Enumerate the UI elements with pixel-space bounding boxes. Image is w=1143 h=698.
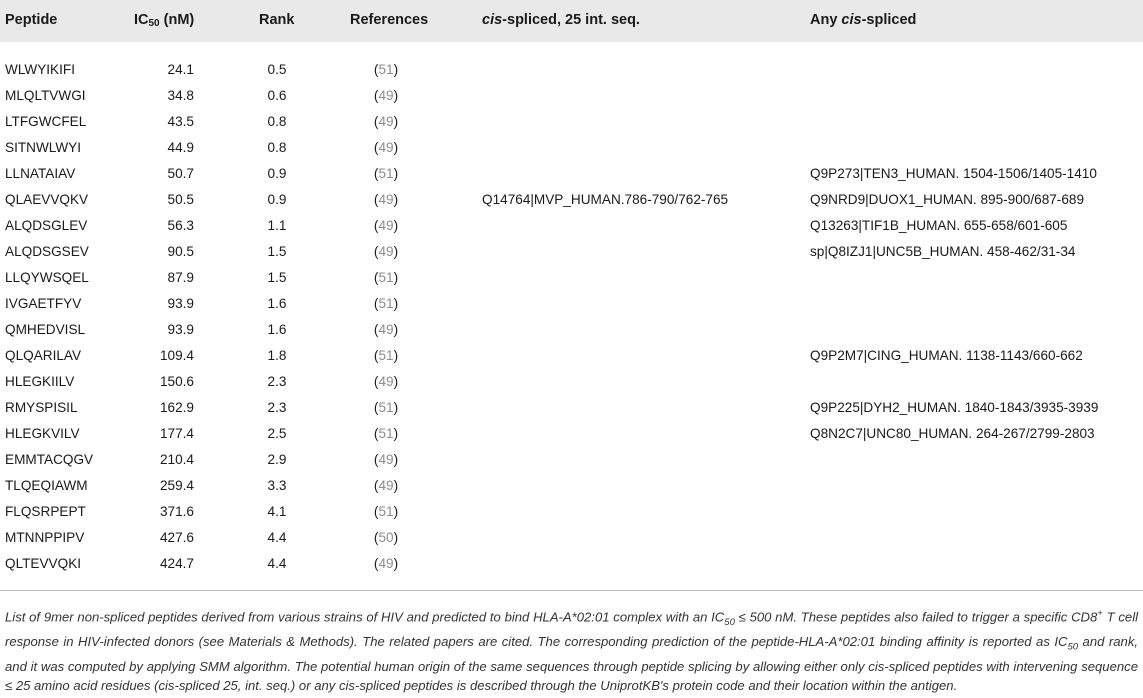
cell-any-cis-spliced: Q9P273|TEN3_HUMAN. 1504-1506/1405-1410 (810, 166, 1097, 181)
table-row (0, 60, 1143, 85)
cell-rank: 0.8 (267, 114, 287, 129)
cell-ic50: 177.4 (159, 426, 194, 441)
cell-reference: (51) (373, 504, 399, 519)
cell-rank: 0.5 (267, 62, 287, 77)
cell-peptide: TLQEQIAWM (5, 478, 88, 493)
cell-peptide: MLQLTVWGI (5, 88, 86, 103)
reference-link[interactable]: 49 (378, 218, 394, 233)
cell-peptide: ALQDSGSEV (5, 244, 89, 259)
cell-peptide: LLNATAIAV (5, 166, 76, 181)
cell-reference: (49) (373, 322, 399, 337)
cell-reference: (49) (373, 374, 399, 389)
cell-reference: (49) (373, 556, 399, 571)
cell-ic50: 93.9 (167, 322, 194, 337)
cell-reference: (49) (373, 478, 399, 493)
reference-link[interactable]: 49 (378, 556, 394, 571)
header-cis-spliced-25: cis-spliced, 25 int. seq. (482, 12, 640, 28)
header-ic50: $IC_{50}$ (nM) (134, 12, 195, 29)
cell-reference: (50) (373, 530, 399, 545)
cell-rank: 2.5 (267, 426, 287, 441)
cell-rank: 1.8 (267, 348, 287, 363)
cell-rank: 1.5 (267, 244, 287, 259)
table-row (0, 86, 1143, 111)
cell-peptide: LLQYWSQEL (5, 270, 89, 285)
table-row (0, 190, 1143, 215)
cell-any-cis-spliced: Q13263|TIF1B_HUMAN. 655-658/601-605 (810, 218, 1068, 233)
table-row (0, 138, 1143, 163)
table-row (0, 320, 1143, 345)
reference-link[interactable]: 51 (378, 166, 394, 181)
header-any-cis-spliced: Any cis-spliced (810, 12, 917, 28)
cell-peptide: WLWYIKIFI (5, 62, 75, 77)
table-row (0, 450, 1143, 475)
cell-ic50: 109.4 (159, 348, 194, 363)
table-row (0, 268, 1143, 293)
cell-peptide: QLQARILAV (5, 348, 82, 363)
header-references: References (350, 12, 429, 28)
cell-rank: 1.6 (267, 296, 287, 311)
cell-rank: 1.5 (267, 270, 287, 285)
reference-link[interactable]: 51 (378, 348, 394, 363)
cell-ic50: 162.9 (159, 400, 194, 415)
table-row (0, 554, 1143, 579)
cell-ic50: 50.5 (167, 192, 194, 207)
cell-ic50: 43.5 (167, 114, 194, 129)
cell-reference: (51) (373, 270, 399, 285)
cell-rank: 3.3 (267, 478, 287, 493)
cell-peptide: QLTEVVQKI (5, 556, 82, 571)
cell-rank: 2.9 (267, 452, 287, 467)
table-row (0, 372, 1143, 397)
cell-ic50: 90.5 (167, 244, 194, 259)
cell-any-cis-spliced: Q9P2M7|CING_HUMAN. 1138-1143/660-662 (810, 348, 1083, 363)
reference-link[interactable]: 49 (378, 114, 394, 129)
cell-ic50: 371.6 (159, 504, 194, 519)
cell-ic50: 259.4 (159, 478, 194, 493)
cell-rank: 2.3 (267, 400, 287, 415)
cell-ic50: 93.9 (167, 296, 194, 311)
cell-cis-spliced-25: Q14764|MVP_HUMAN.786-790/762-765 (482, 192, 729, 207)
reference-link[interactable]: 51 (378, 426, 394, 441)
table-footnote: List of 9mer non-spliced peptides derived from various strains of HIV and predicted to bind HLA-A*02:01 complex with an $IC_{50} \le 500$ nM. These peptides also failed to trigger a specific CD8+ T cell response in HIV-infected donors (see Materials & Methods). The related papers are cited. The corresponding prediction of the peptide-HLA-A*02:01 binding affinity is reported as $IC_{50}$ and rank, and it was computed by applying SMM algorithm. The potential human origin of the same sequences through peptide splicing by allowing either only cis-spliced peptides with intervening sequence ≤ 25 amino acid residues (cis-spliced 25, int. seq.) or any cis-spliced peptides is described through the UniprotKB's protein code and their location within the antigen. (5, 608, 1139, 694)
cell-reference: (51) (373, 348, 399, 363)
cell-reference: (49) (373, 218, 399, 233)
cell-ic50: 34.8 (167, 88, 194, 103)
cell-reference: (51) (373, 166, 399, 181)
cell-peptide: LTFGWCFEL (5, 114, 87, 129)
table-row (0, 164, 1143, 189)
cell-reference: (49) (373, 452, 399, 467)
cell-reference: (49) (373, 192, 399, 207)
cell-ic50: 44.9 (167, 140, 194, 155)
cell-peptide: ALQDSGLEV (5, 218, 88, 233)
reference-link[interactable]: 49 (378, 192, 394, 207)
cell-peptide: QMHEDVISL (5, 322, 86, 337)
cell-rank: 4.4 (267, 530, 287, 545)
table-row (0, 242, 1143, 267)
table-row (0, 398, 1143, 423)
reference-link[interactable]: 49 (378, 452, 394, 467)
cell-peptide: RMYSPISIL (5, 400, 78, 415)
reference-link[interactable]: 49 (378, 374, 394, 389)
cell-ic50: 56.3 (167, 218, 194, 233)
cell-ic50: 210.4 (159, 452, 194, 467)
cell-peptide: HLEGKIILV (5, 374, 75, 389)
table-row (0, 528, 1143, 553)
cell-reference: (49) (373, 114, 399, 129)
table-row (0, 476, 1143, 501)
cell-rank: 4.1 (267, 504, 287, 519)
reference-link[interactable]: 49 (378, 244, 394, 259)
cell-reference: (51) (373, 62, 399, 77)
table-row (0, 502, 1143, 527)
reference-link[interactable]: 49 (378, 140, 394, 155)
cell-peptide: SITNWLWYI (5, 140, 82, 155)
cell-any-cis-spliced: Q9NRD9|DUOX1_HUMAN. 895-900/687-689 (810, 192, 1085, 207)
cell-peptide: IVGAETFYV (5, 296, 82, 311)
cell-rank: 0.9 (267, 166, 287, 181)
cell-ic50: 50.7 (167, 166, 194, 181)
cell-rank: 2.3 (267, 374, 287, 389)
cell-rank: 0.9 (267, 192, 287, 207)
reference-link[interactable]: 51 (378, 296, 394, 311)
cell-reference: (49) (373, 244, 399, 259)
cell-rank: 0.8 (267, 140, 287, 155)
cell-peptide: EMMTACQGV (5, 452, 94, 467)
reference-link[interactable]: 49 (378, 478, 394, 493)
cell-peptide: QLAEVVQKV (5, 192, 89, 207)
reference-link[interactable]: 50 (378, 530, 394, 545)
reference-link[interactable]: 51 (378, 270, 394, 285)
cell-peptide: MTNNPPIPV (5, 530, 85, 545)
cell-reference: (49) (373, 88, 399, 103)
reference-link[interactable]: 51 (378, 400, 394, 415)
cell-ic50: 150.6 (159, 374, 194, 389)
cell-any-cis-spliced: Q9P225|DYH2_HUMAN. 1840-1843/3935-3939 (810, 400, 1099, 415)
cell-ic50: 427.6 (159, 530, 194, 545)
cell-rank: 1.1 (267, 218, 287, 233)
header-peptide: Peptide (5, 12, 58, 28)
cell-rank: 4.4 (267, 556, 287, 571)
cell-ic50: 24.1 (167, 62, 194, 77)
reference-link[interactable]: 51 (378, 62, 394, 77)
table-bottom-rule (0, 590, 1143, 591)
cell-reference: (51) (373, 400, 399, 415)
cell-any-cis-spliced: sp|Q8IZJ1|UNC5B_HUMAN. 458-462/31-34 (810, 244, 1076, 259)
header-rank: Rank (259, 12, 295, 28)
cell-reference: (49) (373, 140, 399, 155)
cell-rank: 0.6 (267, 88, 287, 103)
cell-reference: (51) (373, 426, 399, 441)
reference-link[interactable]: 49 (378, 88, 394, 103)
table-row (0, 424, 1143, 449)
cell-peptide: FLQSRPEPT (5, 504, 86, 519)
reference-link[interactable]: 51 (378, 504, 394, 519)
table-row (0, 112, 1143, 137)
table-row (0, 346, 1143, 371)
cell-reference: (51) (373, 296, 399, 311)
reference-link[interactable]: 49 (378, 322, 394, 337)
table-row (0, 294, 1143, 319)
cell-ic50: 87.9 (167, 270, 194, 285)
cell-ic50: 424.7 (159, 556, 194, 571)
table-row (0, 216, 1143, 241)
cell-any-cis-spliced: Q8N2C7|UNC80_HUMAN. 264-267/2799-2803 (810, 426, 1095, 441)
cell-peptide: HLEGKVILV (5, 426, 80, 441)
cell-rank: 1.6 (267, 322, 287, 337)
